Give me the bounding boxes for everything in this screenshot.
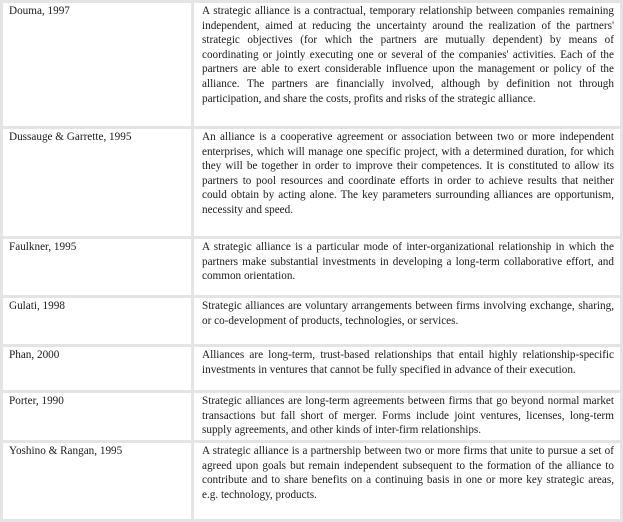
author-cell: Phan, 2000 [3,347,194,390]
definition-cell: A strategic alliance is a particular mode of inter-organizational relationship in which the partners make substantial investments in developing a long-term collaborative effort, and common orientation. [194,239,620,295]
author-cell: Yoshino & Rangan, 1995 [3,443,194,519]
definition-cell: Strategic alliances are voluntary arrangements between firms involving exchange, sharing, or co-development of products, technologies, or services. [194,298,620,344]
table-row [3,298,620,344]
table-row [3,129,620,236]
table-row [3,443,620,519]
alliance-definitions-table [3,0,620,522]
definition-cell: A strategic alliance is a partnership between two or more firms that unite to pursue a set of agreed upon goals but remain independent subsequent to the formation of the alliance to contribute and to share benefits on a continuing basis in one or more key strategic areas, e.g. technology, products. [194,443,620,519]
author-cell: Dussauge & Garrette, 1995 [3,129,194,236]
definition-cell: An alliance is a cooperative agreement or association between two or more independent enterprises, which will manage one specific project, with a determined duration, for which they will be together in order to improve their competences. It is constituted to allow its partners to pool resources and coordinate efforts in order to achieve results that neither could obtain by acting alone. The key parameters surrounding alliances are opportunism, necessity and speed. [194,129,620,236]
author-cell: Porter, 1990 [3,393,194,440]
definition-cell: Alliances are long-term, trust-based relationships that entail highly relationship-specific investments in ventures that cannot be fully specified in advance of their execution. [194,347,620,390]
author-cell: Faulkner, 1995 [3,239,194,295]
author-cell: Douma, 1997 [3,3,194,126]
table-row [3,239,620,295]
table-row [3,347,620,390]
definition-cell: A strategic alliance is a contractual, temporary relationship between companies remaining independent, aimed at reducing the uncertainty around the realization of the partners' strategic objectives (for which the partners are mutually dependent) by means of coordinating or jointly executing one or several of the companies' activities. Each of the partners are able to exert considerable influence upon the management or policy of the alliance. The partners are financially involved, although by definition not through participation, and share the costs, profits and risks of the strategic alliance. [194,3,620,126]
table-row [3,393,620,440]
definition-cell: Strategic alliances are long-term agreements between firms that go beyond normal market transactions but fall short of merger. Forms include joint ventures, licenses, long-term supply agreements, and other kinds of inter-firm relationships. [194,393,620,440]
author-cell: Gulati, 1998 [3,298,194,344]
table-row [3,3,620,126]
